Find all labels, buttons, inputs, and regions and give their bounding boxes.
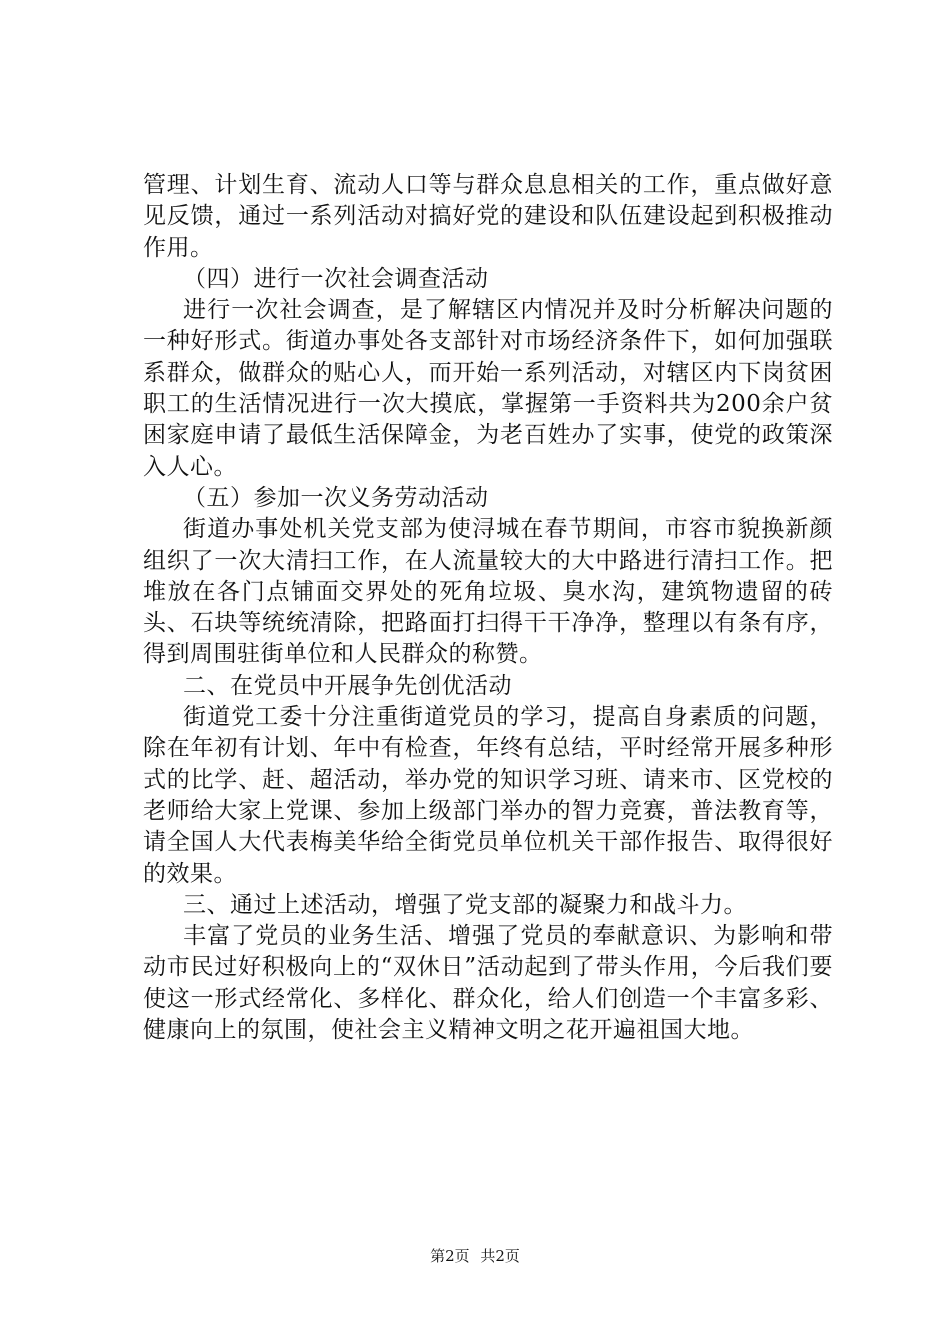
section-heading-three: 三、通过上述活动，增强了党支部的凝聚力和战斗力。	[183, 891, 747, 918]
section-heading-two: 二、在党员中开展争先创优活动	[183, 672, 512, 699]
document-body	[143, 170, 833, 1046]
page-footer	[0, 1245, 950, 1266]
section-heading-5: （五）参加一次义务劳动活动	[183, 484, 489, 511]
section-heading-4: （四）进行一次社会调查活动	[183, 265, 489, 292]
paragraph-labor: 街道办事处机关党支部为使浔城在春节期间，市容市貌换新颜组织了一次大清扫工作，在人流量较大的大中路进行清扫工作。把堆放在各门点铺面交界处的死角垃圾、臭水沟，建筑物遗留的砖头、石块等统统清除，把路面打扫得干干净净，整理以有条有序，得到周围驻街单位和人民群众的称赞。	[143, 516, 833, 668]
paragraph-study: 街道党工委十分注重街道党员的学习，提高自身素质的问题，除在年初有计划、年中有检查，年终有总结，平时经常开展多种形式的比学、赶、超活动，举办党的知识学习班、请来市、区党校的老师给大家上党课、参加上级部门举办的智力竞赛，普法教育等，请全国人大代表梅美华给全街党员单位机关干部作报告、取得很好的效果。	[143, 704, 833, 887]
page-number: 第2页	[430, 1247, 470, 1265]
paragraph-survey: 进行一次社会调查，是了解辖区内情况并及时分析解决问题的一种好形式。街道办事处各支部针对市场经济条件下，如何加强联系群众，做群众的贴心人，而开始一系列活动，对辖区内下岗贫困职工的生活情况进行一次大摸底，掌握第一手资料共为200余户贫困家庭申请了最低生活保障金，为老百姓办了实事，使党的政策深入人心。	[143, 297, 833, 480]
paragraph-1: 管理、计划生育、流动人口等与群众息息相关的工作，重点做好意见反馈，通过一系列活动对搞好党的建设和队伍建设起到积极推动作用。	[143, 172, 833, 261]
page-total: 共2页	[480, 1247, 520, 1265]
paragraph-conclusion: 丰富了党员的业务生活、增强了党员的奉献意识、为影响和带动市民过好积极向上的“双休日”活动起到了带头作用，今后我们要使这一形式经常化、多样化、群众化，给人们创造一个丰富多彩、健康向上的氛围，使社会主义精神文明之花开遍祖国大地。	[143, 923, 833, 1044]
